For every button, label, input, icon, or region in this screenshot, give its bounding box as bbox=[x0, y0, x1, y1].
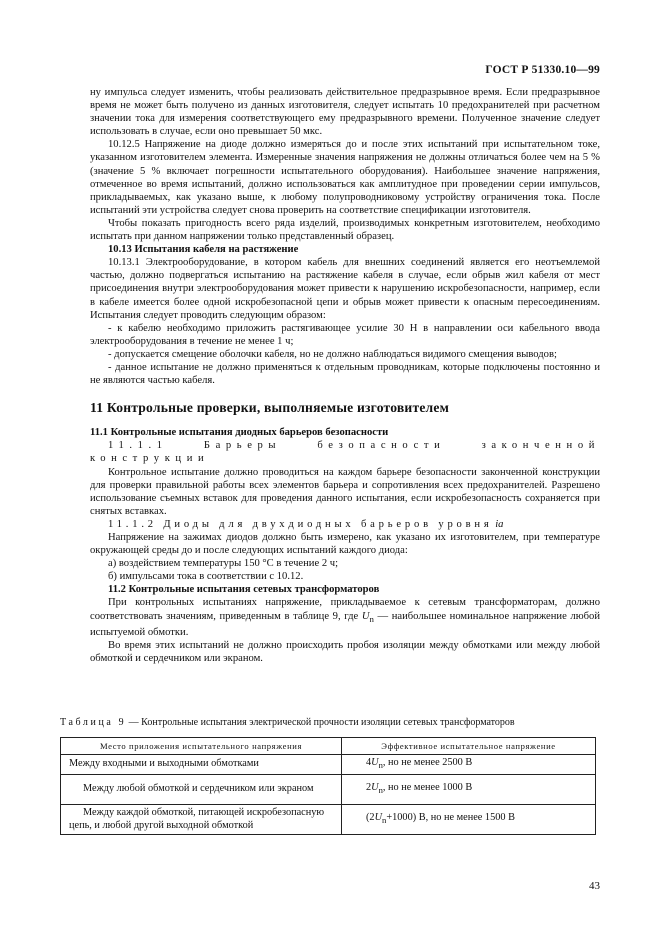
text-run: +1000) В, но не менее 1500 В bbox=[386, 812, 515, 824]
table-caption bbox=[60, 717, 620, 728]
test-voltage-table bbox=[60, 737, 596, 835]
paragraph: ну импульса следует изменить, чтобы реализовать действительное предразрывное время. Если предразрывное время не может быть получено из данных изготовителя, следует испытать 10 предохранителей при расчетном значении тока для измерения соответствующего ему предразрывного времени. Полученное значение следует использовать в случае, если оно превышает 50 мкс. bbox=[90, 87, 600, 138]
list-item: - данное испытание не должно применяться к отдельным проводникам, которые подключены постоянно и не являются частью кабеля. bbox=[90, 361, 600, 387]
table-cell bbox=[342, 775, 596, 805]
column-header: Место приложения испытательного напряжения bbox=[61, 738, 342, 755]
paragraph bbox=[90, 596, 600, 638]
voltage-symbol: U bbox=[371, 782, 379, 794]
list-item: а) воздействием температуры 150 °С в течение 2 ч; bbox=[108, 558, 339, 570]
voltage-symbol: U bbox=[374, 812, 383, 824]
voltage-subscript: n bbox=[378, 760, 383, 771]
text-run: При контрольных испытаниях напряжение, прикладываемое к сетевым трансформаторам, должно соответствовать значениям, приведенным в таблице 9, где bbox=[90, 597, 600, 622]
voltage-subscript: n bbox=[369, 613, 374, 624]
voltage-symbol: U bbox=[371, 757, 379, 769]
voltage-subscript: n bbox=[378, 785, 383, 796]
text-run: 4 bbox=[366, 757, 372, 769]
list-item: - к кабелю необходимо приложить растягивающее усилие 30 Н в направлении оси кабельного ввода электрооборудования в течение не менее 1 ч; bbox=[90, 322, 600, 347]
table-row bbox=[61, 805, 596, 835]
text-run: 2 bbox=[366, 782, 372, 794]
table-header-row bbox=[61, 738, 596, 755]
list-item: - допускается смещение оболочки кабеля, но не должно наблюдаться видимого смещения выводов; bbox=[108, 348, 557, 360]
paragraph: 10.13.1 Электрооборудование, в котором кабель для внешних соединений является его неотъемлемой частью, должно подвергаться испытанию на растяжение кабеля в случае, если обрыв жил кабеля от мест присоединения внутри электрооборудования может привести к нарушению искробезопасности, например, если в кабеле имеется более одной искробезопасной цепи и обрыв может привести к опасным пересоединениям. Испытания следует проводить следующим образом: bbox=[90, 257, 600, 321]
paragraph: 10.12.5 Напряжение на диоде должно измеряться до и после этих испытаний при испытательном токе, указанном изготовителем элемента. Измеренные значения напряжения не должны отличаться более чем на 5 % (значение 5 % включает погрешности испытательного оборудования). Наибольшее значение напряжения, отмеченное во время испытаний, должно использоваться как амплитудное при проведении серии импульсов, прикладываемых, как указано выше, к любому полупроводниковому устройству ограничения тока. После испытаний эти устройства следует снова проверить на соответствие спецификации изготовителя. bbox=[90, 139, 600, 216]
text-run: (2 bbox=[366, 812, 375, 824]
subsection-heading-11-1-1: 11.1.1 Барьеры безопасности законченной конструкции bbox=[90, 440, 600, 465]
table-cell: Между любой обмоткой и сердечником или экраном bbox=[61, 775, 342, 805]
table-label: Таблица 9 bbox=[60, 717, 127, 728]
paragraph: Во время этих испытаний не должно происходить пробоя изоляции между обмотками или между любой обмоткой и сердечником или экраном. bbox=[90, 639, 600, 664]
text-run: , но не менее 2500 В bbox=[382, 757, 473, 769]
paragraph: Контрольное испытание должно проводиться на каждом барьере безопасности законченной конструкции для проверки правильной работы всех элементов барьера и сопротивления всех предохранителей. Разрешено использование съемных вставок для проведения данного испытания, если искробезопасность сохраняется при снятых вставках. bbox=[90, 466, 600, 517]
subsection-heading-11-1: 11.1 Контрольные испытания диодных барьеров безопасности bbox=[90, 427, 389, 439]
heading-text: 11.1.2 Диоды для двухдиодных барьеров уровня bbox=[108, 518, 493, 530]
table-cell bbox=[342, 805, 596, 835]
subsection-heading-11-1-2 bbox=[90, 518, 600, 531]
table-row bbox=[61, 775, 596, 805]
document-code: ГОСТ Р 51330.10—99 bbox=[485, 64, 600, 76]
page-number: 43 bbox=[589, 880, 600, 892]
body-text bbox=[90, 86, 600, 665]
voltage-subscript: n bbox=[382, 815, 387, 826]
table-title: — Контрольные испытания электрической прочности изоляции сетевых трансформаторов bbox=[128, 717, 515, 728]
subsection-heading-10-13: 10.13 Испытания кабеля на растяжение bbox=[108, 244, 299, 256]
table-cell: Между каждой обмоткой, питающей искробезопасную цепь, и любой другой выходной обмоткой bbox=[61, 805, 342, 835]
paragraph: Напряжение на зажимах диодов должно быть измерено, как указано их изготовителем, при температуре окружающей среды до и после следующих испытаний каждого диода: bbox=[90, 532, 600, 557]
heading-level: ia bbox=[495, 518, 504, 530]
subsection-heading-11-2: 11.2 Контрольные испытания сетевых трансформаторов bbox=[108, 584, 380, 596]
text-run: , но не менее 1000 В bbox=[382, 782, 473, 794]
paragraph: Чтобы показать пригодность всего ряда изделий, производимых конкретным изготовителем, необходимо испытать при данном напряжении только представленный образец. bbox=[90, 217, 600, 243]
voltage-symbol: U bbox=[361, 610, 370, 622]
list-item: б) импульсами тока в соответствии с 10.12. bbox=[108, 571, 304, 583]
text-run: — наибольшее номинальное напряжение любой испытуемой обмотки. bbox=[90, 610, 600, 638]
table-row bbox=[61, 755, 596, 775]
column-header: Эффективное испытательное напряжение bbox=[342, 738, 596, 755]
table-cell bbox=[342, 755, 596, 775]
section-heading-11: 11 Контрольные проверки, выполняемые изготовителем bbox=[90, 400, 450, 416]
table-cell: Между входными и выходными обмотками bbox=[61, 755, 342, 775]
